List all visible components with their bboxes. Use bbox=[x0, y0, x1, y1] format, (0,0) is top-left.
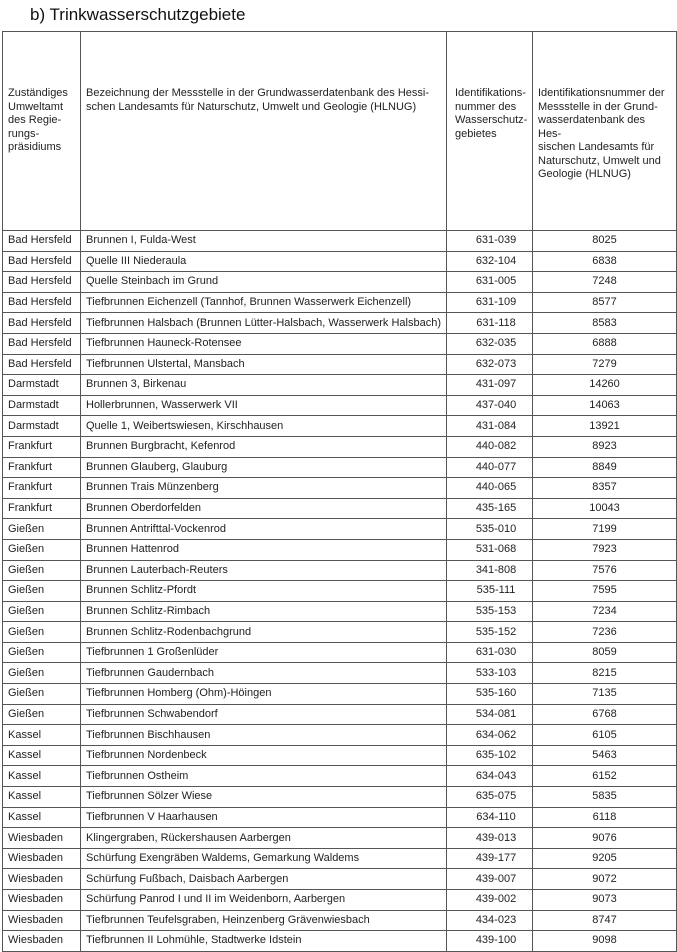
cell-hlnug-station-id: 7923 bbox=[533, 539, 677, 560]
header-protection-area-id bbox=[447, 32, 533, 231]
cell-protection-area-id: 439-100 bbox=[447, 931, 533, 952]
cell-hlnug-station-id: 5835 bbox=[533, 787, 677, 808]
cell-measuring-station-name: Tiefbrunnen Homberg (Ohm)-Höingen bbox=[81, 684, 447, 705]
table-row bbox=[3, 725, 677, 746]
cell-protection-area-id: 635-075 bbox=[447, 787, 533, 808]
cell-measuring-station-name: Tiefbrunnen Halsbach (Brunnen Lütter-Halsbach, Wasserwerk Halsbach) bbox=[81, 313, 447, 334]
cell-protection-area-id: 632-104 bbox=[447, 251, 533, 272]
cell-protection-area-id: 535-160 bbox=[447, 684, 533, 705]
cell-environment-office: Gießen bbox=[3, 519, 81, 540]
table-row bbox=[3, 333, 677, 354]
table-row bbox=[3, 478, 677, 499]
cell-environment-office: Kassel bbox=[3, 745, 81, 766]
cell-hlnug-station-id: 6888 bbox=[533, 333, 677, 354]
table-row bbox=[3, 642, 677, 663]
header-hlnug-station-id bbox=[533, 32, 677, 231]
header-line: Messstelle in der Grund- bbox=[538, 100, 658, 113]
cell-protection-area-id: 631-005 bbox=[447, 272, 533, 293]
header-line: des Regie- bbox=[8, 114, 62, 126]
cell-protection-area-id: 440-082 bbox=[447, 436, 533, 457]
table-body bbox=[3, 231, 677, 952]
header-line: Identifikationsnummer der bbox=[538, 87, 665, 99]
cell-hlnug-station-id: 8059 bbox=[533, 642, 677, 663]
cell-environment-office: Wiesbaden bbox=[3, 828, 81, 849]
cell-environment-office: Frankfurt bbox=[3, 457, 81, 478]
cell-measuring-station-name: Tiefbrunnen Sölzer Wiese bbox=[81, 787, 447, 808]
cell-hlnug-station-id: 7234 bbox=[533, 601, 677, 622]
cell-protection-area-id: 431-084 bbox=[447, 416, 533, 437]
cell-protection-area-id: 634-062 bbox=[447, 725, 533, 746]
cell-hlnug-station-id: 8923 bbox=[533, 436, 677, 457]
table-row bbox=[3, 251, 677, 272]
header-line: Umweltamt bbox=[8, 100, 64, 113]
cell-hlnug-station-id: 7576 bbox=[533, 560, 677, 581]
cell-protection-area-id: 634-110 bbox=[447, 807, 533, 828]
table-row bbox=[3, 292, 677, 313]
cell-environment-office: Frankfurt bbox=[3, 478, 81, 499]
cell-measuring-station-name: Brunnen Glauberg, Glauburg bbox=[81, 457, 447, 478]
cell-protection-area-id: 631-030 bbox=[447, 642, 533, 663]
cell-hlnug-station-id: 9073 bbox=[533, 890, 677, 911]
header-line: nummer des bbox=[455, 100, 517, 113]
cell-protection-area-id: 631-118 bbox=[447, 313, 533, 334]
table-row bbox=[3, 354, 677, 375]
table-row bbox=[3, 828, 677, 849]
cell-protection-area-id: 635-102 bbox=[447, 745, 533, 766]
table-row bbox=[3, 807, 677, 828]
cell-hlnug-station-id: 6105 bbox=[533, 725, 677, 746]
cell-measuring-station-name: Brunnen Antrifttal-Vockenrod bbox=[81, 519, 447, 540]
table-row bbox=[3, 745, 677, 766]
cell-hlnug-station-id: 5463 bbox=[533, 745, 677, 766]
table-row bbox=[3, 931, 677, 952]
cell-measuring-station-name: Brunnen Lauterbach-Reuters bbox=[81, 560, 447, 581]
cell-environment-office: Kassel bbox=[3, 725, 81, 746]
cell-protection-area-id: 435-165 bbox=[447, 498, 533, 519]
cell-measuring-station-name: Schürfung Panrod I und II im Weidenborn, Aarbergen bbox=[81, 890, 447, 911]
cell-protection-area-id: 533-103 bbox=[447, 663, 533, 684]
table-row bbox=[3, 787, 677, 808]
cell-hlnug-station-id: 9098 bbox=[533, 931, 677, 952]
cell-environment-office: Gießen bbox=[3, 601, 81, 622]
cell-measuring-station-name: Schürfung Exengräben Waldems, Gemarkung Waldems bbox=[81, 848, 447, 869]
cell-measuring-station-name: Tiefbrunnen Eichenzell (Tannhof, Brunnen Wasserwerk Eichenzell) bbox=[81, 292, 447, 313]
header-line: Wasserschutz- bbox=[455, 114, 528, 126]
cell-environment-office: Bad Hersfeld bbox=[3, 272, 81, 293]
cell-environment-office: Bad Hersfeld bbox=[3, 292, 81, 313]
cell-measuring-station-name: Brunnen Oberdorfelden bbox=[81, 498, 447, 519]
cell-hlnug-station-id: 6152 bbox=[533, 766, 677, 787]
cell-measuring-station-name: Tiefbrunnen Ostheim bbox=[81, 766, 447, 787]
cell-environment-office: Wiesbaden bbox=[3, 910, 81, 931]
cell-hlnug-station-id: 6118 bbox=[533, 807, 677, 828]
cell-measuring-station-name: Tiefbrunnen V Haarhausen bbox=[81, 807, 447, 828]
cell-hlnug-station-id: 6768 bbox=[533, 704, 677, 725]
cell-hlnug-station-id: 13921 bbox=[533, 416, 677, 437]
table-row bbox=[3, 766, 677, 787]
table-row bbox=[3, 436, 677, 457]
cell-protection-area-id: 439-013 bbox=[447, 828, 533, 849]
cell-measuring-station-name: Hollerbrunnen, Wasserwerk VII bbox=[81, 395, 447, 416]
cell-environment-office: Wiesbaden bbox=[3, 890, 81, 911]
cell-environment-office: Gießen bbox=[3, 704, 81, 725]
cell-hlnug-station-id: 10043 bbox=[533, 498, 677, 519]
header-line: sischen Landesamts für bbox=[538, 141, 655, 153]
table-row bbox=[3, 457, 677, 478]
cell-environment-office: Frankfurt bbox=[3, 436, 81, 457]
cell-environment-office: Bad Hersfeld bbox=[3, 231, 81, 252]
cell-environment-office: Gießen bbox=[3, 581, 81, 602]
cell-measuring-station-name: Brunnen Trais Münzenberg bbox=[81, 478, 447, 499]
cell-environment-office: Bad Hersfeld bbox=[3, 333, 81, 354]
cell-hlnug-station-id: 9076 bbox=[533, 828, 677, 849]
table-row bbox=[3, 910, 677, 931]
cell-hlnug-station-id: 7248 bbox=[533, 272, 677, 293]
cell-hlnug-station-id: 8577 bbox=[533, 292, 677, 313]
cell-measuring-station-name: Brunnen Hattenrod bbox=[81, 539, 447, 560]
cell-hlnug-station-id: 9072 bbox=[533, 869, 677, 890]
cell-hlnug-station-id: 8747 bbox=[533, 910, 677, 931]
cell-hlnug-station-id: 7279 bbox=[533, 354, 677, 375]
cell-measuring-station-name: Schürfung Fußbach, Daisbach Aarbergen bbox=[81, 869, 447, 890]
cell-environment-office: Bad Hersfeld bbox=[3, 251, 81, 272]
header-line: Naturschutz, Umwelt und bbox=[538, 154, 661, 167]
cell-environment-office: Wiesbaden bbox=[3, 869, 81, 890]
cell-measuring-station-name: Quelle Steinbach im Grund bbox=[81, 272, 447, 293]
header-line: präsidiums bbox=[8, 141, 62, 153]
cell-protection-area-id: 535-010 bbox=[447, 519, 533, 540]
cell-hlnug-station-id: 8215 bbox=[533, 663, 677, 684]
cell-environment-office: Bad Hersfeld bbox=[3, 313, 81, 334]
cell-protection-area-id: 439-002 bbox=[447, 890, 533, 911]
cell-measuring-station-name: Tiefbrunnen Nordenbeck bbox=[81, 745, 447, 766]
header-line: wasserdatenbank des Hes- bbox=[538, 114, 646, 140]
header-row bbox=[3, 32, 677, 231]
cell-measuring-station-name: Tiefbrunnen Schwabendorf bbox=[81, 704, 447, 725]
cell-measuring-station-name: Brunnen 3, Birkenau bbox=[81, 375, 447, 396]
cell-measuring-station-name: Tiefbrunnen Hauneck-Rotensee bbox=[81, 333, 447, 354]
cell-environment-office: Gießen bbox=[3, 663, 81, 684]
cell-environment-office: Bad Hersfeld bbox=[3, 354, 81, 375]
table-row bbox=[3, 313, 677, 334]
header-line: gebietes bbox=[455, 127, 497, 140]
cell-environment-office: Darmstadt bbox=[3, 395, 81, 416]
drinking-water-protection-table bbox=[2, 31, 677, 952]
cell-protection-area-id: 631-039 bbox=[447, 231, 533, 252]
table-row bbox=[3, 375, 677, 396]
cell-protection-area-id: 440-065 bbox=[447, 478, 533, 499]
cell-protection-area-id: 535-152 bbox=[447, 622, 533, 643]
cell-measuring-station-name: Brunnen Schlitz-Pfordt bbox=[81, 581, 447, 602]
cell-hlnug-station-id: 7199 bbox=[533, 519, 677, 540]
table-row bbox=[3, 663, 677, 684]
cell-measuring-station-name: Tiefbrunnen Teufelsgraben, Heinzenberg Grävenwiesbach bbox=[81, 910, 447, 931]
cell-environment-office: Frankfurt bbox=[3, 498, 81, 519]
cell-protection-area-id: 439-177 bbox=[447, 848, 533, 869]
cell-protection-area-id: 434-023 bbox=[447, 910, 533, 931]
cell-measuring-station-name: Brunnen Schlitz-Rimbach bbox=[81, 601, 447, 622]
cell-environment-office: Darmstadt bbox=[3, 375, 81, 396]
table-row bbox=[3, 560, 677, 581]
cell-measuring-station-name: Brunnen Schlitz-Rodenbachgrund bbox=[81, 622, 447, 643]
table-row bbox=[3, 848, 677, 869]
table-row bbox=[3, 704, 677, 725]
table-header bbox=[3, 32, 677, 231]
cell-hlnug-station-id: 6838 bbox=[533, 251, 677, 272]
table-row bbox=[3, 498, 677, 519]
header-line: Bezeichnung der Messstelle in der Grundwasserdatenbank des Hessi- bbox=[86, 87, 430, 99]
cell-protection-area-id: 534-081 bbox=[447, 704, 533, 725]
cell-measuring-station-name: Brunnen Burgbracht, Kefenrod bbox=[81, 436, 447, 457]
cell-measuring-station-name: Brunnen I, Fulda-West bbox=[81, 231, 447, 252]
cell-hlnug-station-id: 7595 bbox=[533, 581, 677, 602]
table-row bbox=[3, 890, 677, 911]
cell-environment-office: Gießen bbox=[3, 622, 81, 643]
drinking-water-protection-table-container bbox=[2, 31, 676, 952]
table-row bbox=[3, 272, 677, 293]
cell-hlnug-station-id: 14063 bbox=[533, 395, 677, 416]
table-row bbox=[3, 684, 677, 705]
cell-hlnug-station-id: 7135 bbox=[533, 684, 677, 705]
cell-environment-office: Darmstadt bbox=[3, 416, 81, 437]
header-measuring-station-name bbox=[81, 32, 447, 231]
cell-hlnug-station-id: 8357 bbox=[533, 478, 677, 499]
cell-environment-office: Wiesbaden bbox=[3, 931, 81, 952]
cell-environment-office: Gießen bbox=[3, 560, 81, 581]
table-row bbox=[3, 581, 677, 602]
cell-measuring-station-name: Quelle 1, Weibertswiesen, Kirschhausen bbox=[81, 416, 447, 437]
header-line: schen Landesamts für Naturschutz, Umwelt und Geologie (HLNUG) bbox=[86, 100, 417, 113]
table-row bbox=[3, 539, 677, 560]
section-title: b) Trinkwasserschutzgebiete bbox=[30, 5, 246, 24]
cell-protection-area-id: 634-043 bbox=[447, 766, 533, 787]
cell-hlnug-station-id: 8849 bbox=[533, 457, 677, 478]
cell-environment-office: Gießen bbox=[3, 642, 81, 663]
header-line: Geologie (HLNUG) bbox=[538, 168, 631, 180]
cell-measuring-station-name: Klingergraben, Rückershausen Aarbergen bbox=[81, 828, 447, 849]
cell-hlnug-station-id: 9205 bbox=[533, 848, 677, 869]
header-line: Zuständiges bbox=[8, 87, 68, 99]
cell-hlnug-station-id: 7236 bbox=[533, 622, 677, 643]
cell-protection-area-id: 531-068 bbox=[447, 539, 533, 560]
cell-environment-office: Kassel bbox=[3, 787, 81, 808]
table-row bbox=[3, 601, 677, 622]
cell-hlnug-station-id: 8583 bbox=[533, 313, 677, 334]
table-row bbox=[3, 395, 677, 416]
cell-hlnug-station-id: 14260 bbox=[533, 375, 677, 396]
cell-measuring-station-name: Tiefbrunnen II Lohmühle, Stadtwerke Idstein bbox=[81, 931, 447, 952]
cell-protection-area-id: 632-035 bbox=[447, 333, 533, 354]
cell-measuring-station-name: Tiefbrunnen Ulstertal, Mansbach bbox=[81, 354, 447, 375]
cell-protection-area-id: 535-153 bbox=[447, 601, 533, 622]
table-row bbox=[3, 416, 677, 437]
cell-measuring-station-name: Tiefbrunnen 1 Großenlüder bbox=[81, 642, 447, 663]
cell-environment-office: Gießen bbox=[3, 539, 81, 560]
header-environment-office bbox=[3, 32, 81, 231]
table-row bbox=[3, 519, 677, 540]
table-row bbox=[3, 231, 677, 252]
cell-protection-area-id: 431-097 bbox=[447, 375, 533, 396]
cell-measuring-station-name: Tiefbrunnen Bischhausen bbox=[81, 725, 447, 746]
cell-hlnug-station-id: 8025 bbox=[533, 231, 677, 252]
cell-protection-area-id: 341-808 bbox=[447, 560, 533, 581]
cell-protection-area-id: 440-077 bbox=[447, 457, 533, 478]
cell-protection-area-id: 632-073 bbox=[447, 354, 533, 375]
header-line: rungs- bbox=[8, 127, 40, 140]
header-line: Identifikations- bbox=[455, 87, 526, 99]
table-row bbox=[3, 622, 677, 643]
cell-environment-office: Gießen bbox=[3, 684, 81, 705]
cell-environment-office: Wiesbaden bbox=[3, 848, 81, 869]
cell-measuring-station-name: Tiefbrunnen Gaudernbach bbox=[81, 663, 447, 684]
cell-protection-area-id: 439-007 bbox=[447, 869, 533, 890]
table-row bbox=[3, 869, 677, 890]
cell-measuring-station-name: Quelle III Niederaula bbox=[81, 251, 447, 272]
cell-protection-area-id: 535-111 bbox=[447, 581, 533, 602]
cell-environment-office: Kassel bbox=[3, 766, 81, 787]
cell-environment-office: Kassel bbox=[3, 807, 81, 828]
cell-protection-area-id: 437-040 bbox=[447, 395, 533, 416]
cell-protection-area-id: 631-109 bbox=[447, 292, 533, 313]
